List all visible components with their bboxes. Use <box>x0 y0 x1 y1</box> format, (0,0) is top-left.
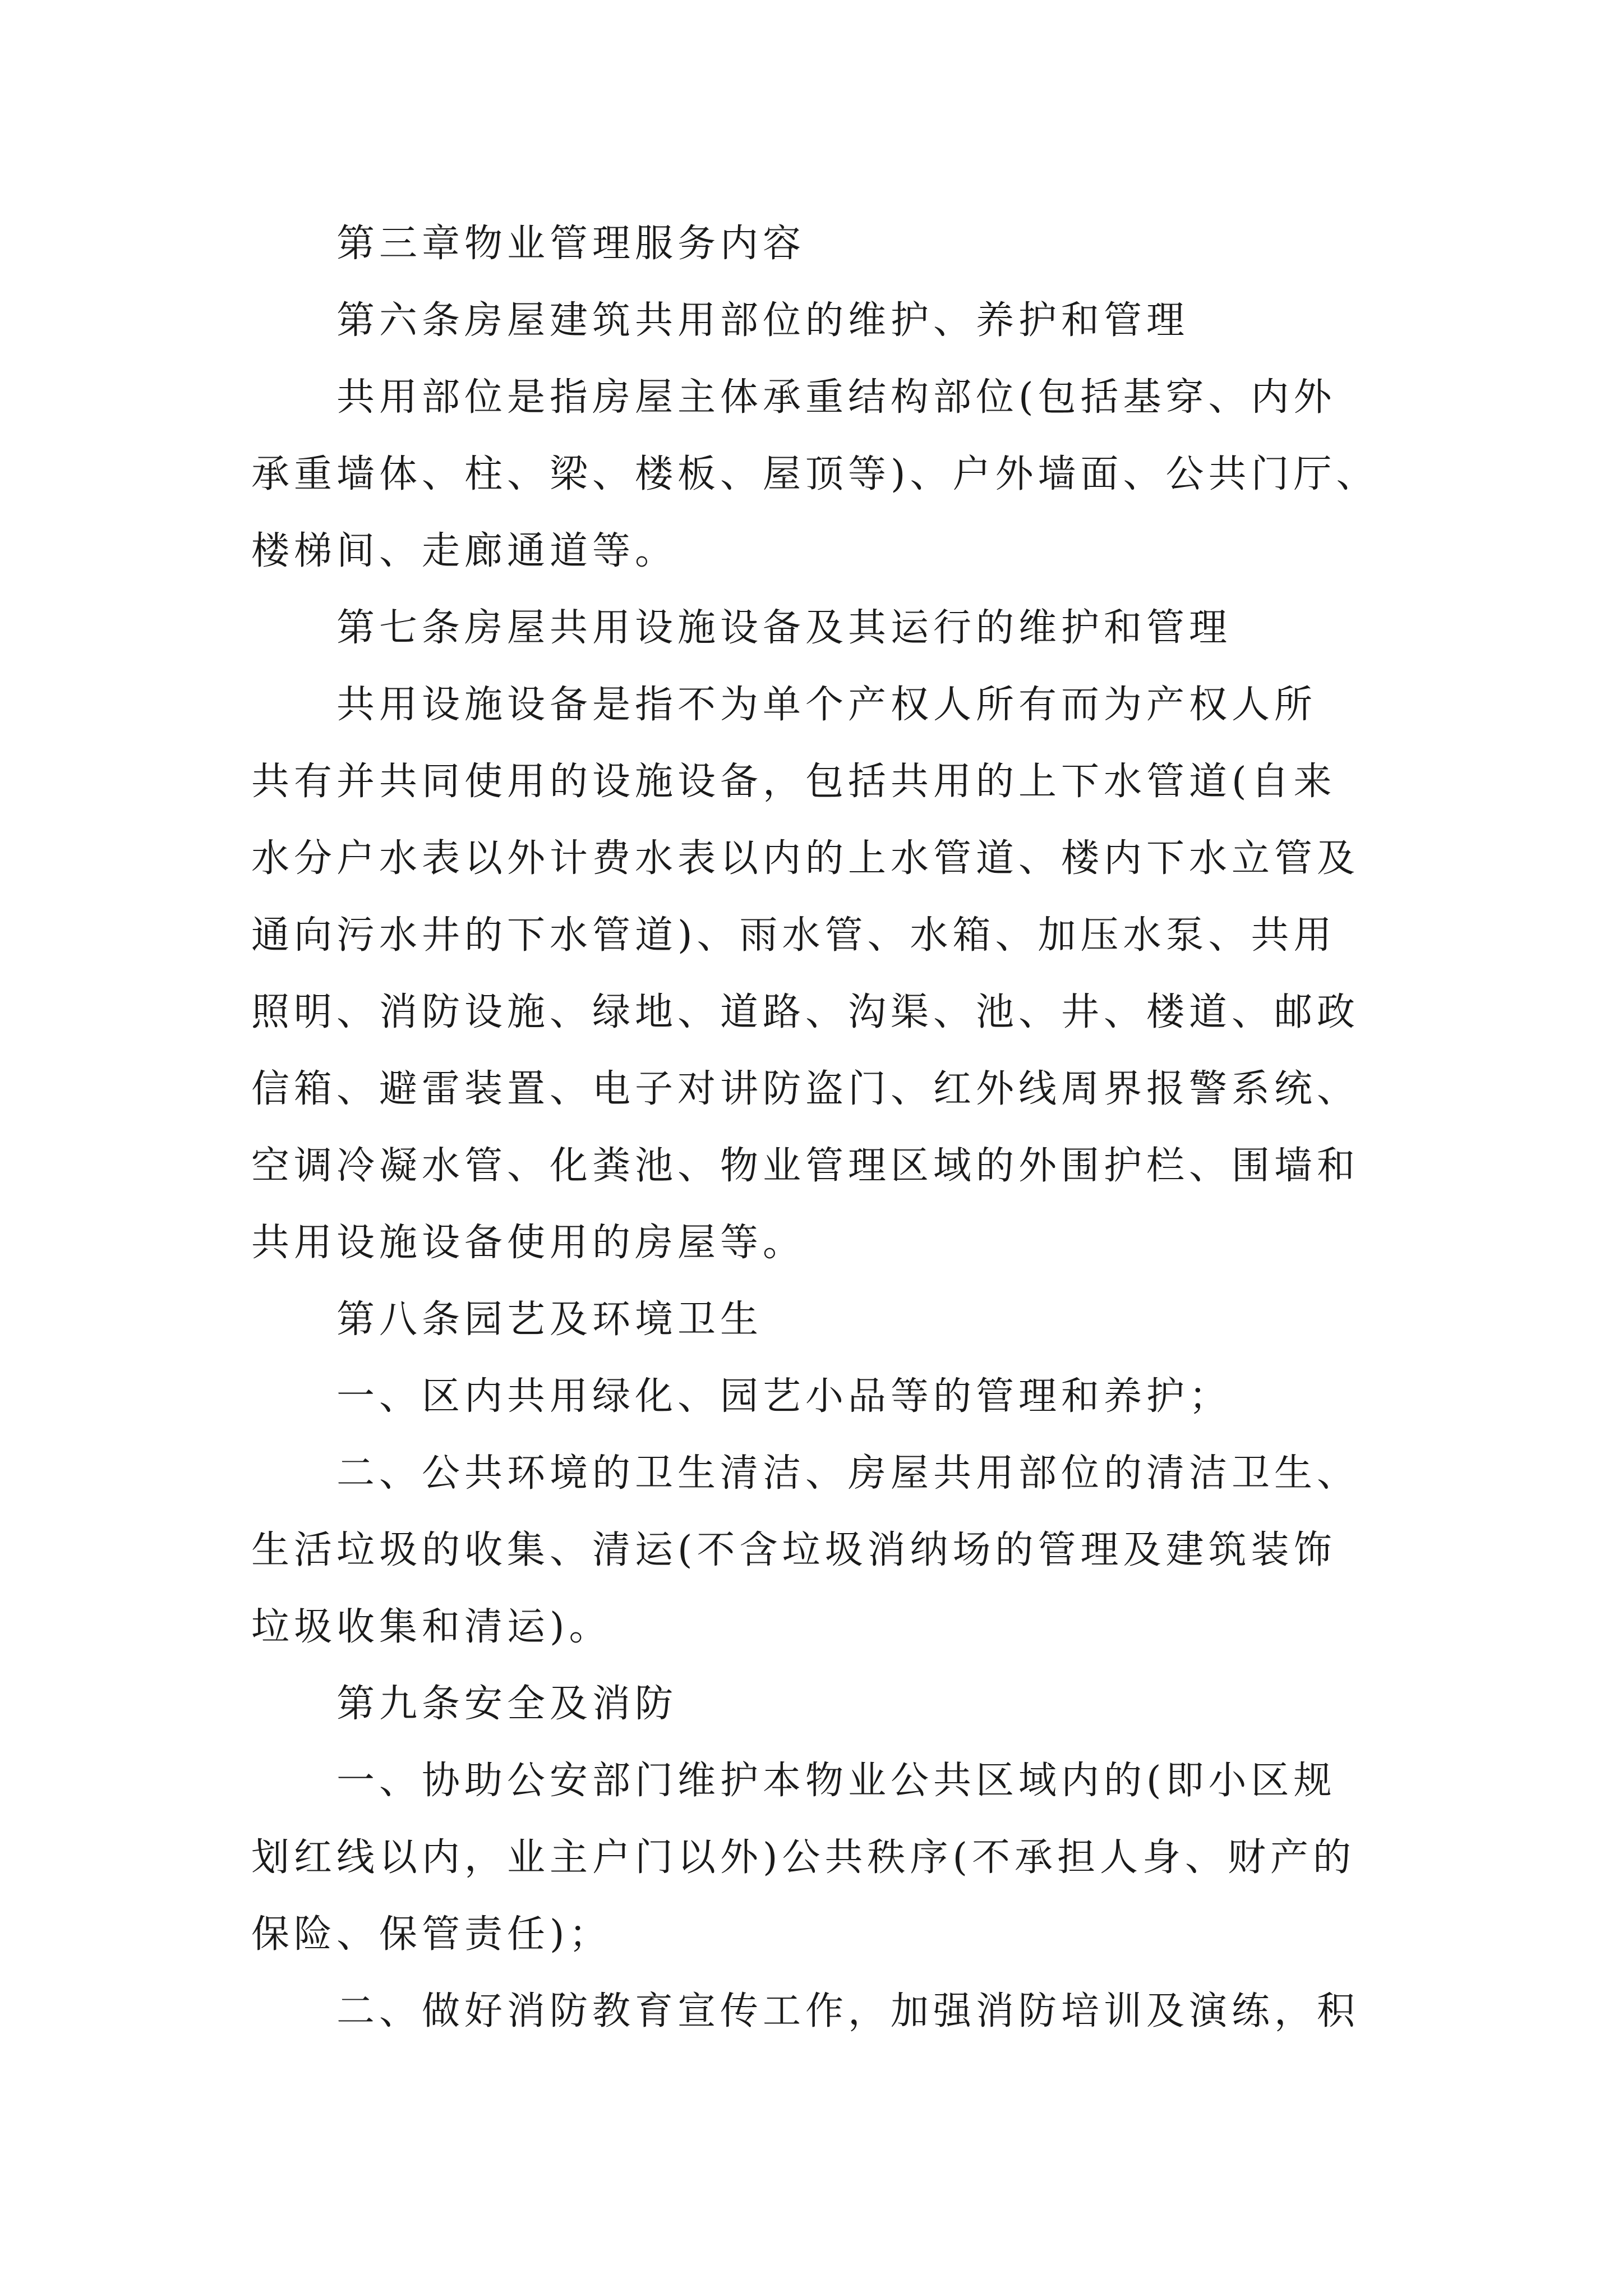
paragraph-line: 空调冷凝水管、化粪池、物业管理区域的外围护栏、围墙和 <box>251 1144 1360 1188</box>
paragraph-line: 通向污水井的下水管道)、雨水管、水箱、加压水泵、共用 <box>251 913 1336 958</box>
article-heading: 第七条房屋共用设施设备及其运行的维护和管理 <box>336 606 1232 650</box>
paragraph-line: 水分户水表以外计费水表以内的上水管道、楼内下水立管及 <box>251 836 1360 881</box>
paragraph-line: 垃圾收集和清运)。 <box>251 1605 612 1649</box>
chapter-heading: 第三章物业管理服务内容 <box>336 222 806 266</box>
paragraph-line: 楼梯间、走廊通道等。 <box>251 529 678 573</box>
paragraph-line: 一、区内共用绿化、园艺小品等的管理和养护； <box>336 1374 1232 1419</box>
paragraph-line: 二、公共环境的卫生清洁、房屋共用部位的清洁卫生、 <box>336 1451 1360 1496</box>
paragraph-line: 共用设施设备是指不为单个产权人所有而为产权人所 <box>336 683 1317 727</box>
paragraph-line: 承重墙体、柱、梁、楼板、屋顶等)、户外墙面、公共门厅、 <box>251 452 1379 496</box>
paragraph-line: 保险、保管责任)； <box>251 1912 612 1957</box>
paragraph-line: 共用设施设备使用的房屋等。 <box>251 1221 806 1265</box>
paragraph-line: 划红线以内，业主户门以外)公共秩序(不承担人身、财产的 <box>251 1835 1356 1880</box>
paragraph-line: 共有并共同使用的设施设备，包括共用的上下水管道(自来 <box>251 760 1336 804</box>
article-heading: 第九条安全及消防 <box>336 1682 678 1726</box>
article-heading: 第八条园艺及环境卫生 <box>336 1297 763 1342</box>
paragraph-line: 生活垃圾的收集、清运(不含垃圾消纳场的管理及建筑装饰 <box>251 1528 1336 1572</box>
article-heading: 第六条房屋建筑共用部位的维护、养护和管理 <box>336 298 1189 343</box>
paragraph-line: 二、做好消防教育宣传工作，加强消防培训及演练，积 <box>336 1989 1360 2033</box>
paragraph-line: 一、协助公安部门维护本物业公共区域内的(即小区规 <box>336 1759 1336 1803</box>
paragraph-line: 照明、消防设施、绿地、道路、沟渠、池、井、楼道、邮政 <box>251 990 1360 1034</box>
paragraph-line: 信箱、避雷装置、电子对讲防盗门、红外线周界报警系统、 <box>251 1067 1360 1111</box>
paragraph-line: 共用部位是指房屋主体承重结构部位(包括基穿、内外 <box>336 375 1336 420</box>
